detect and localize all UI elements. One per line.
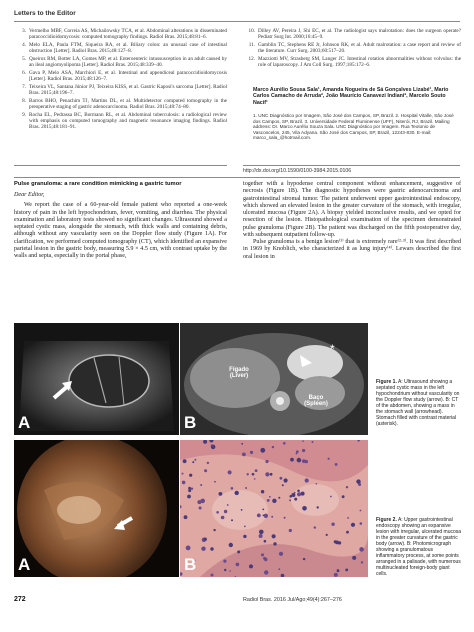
cell-nucleus: [330, 496, 332, 498]
cell-nucleus: [352, 556, 356, 560]
figure-1a-ultrasound: [14, 323, 179, 435]
cell-nucleus: [265, 460, 268, 463]
cell-nucleus: [200, 484, 202, 486]
cell-nucleus: [270, 473, 273, 476]
cell-nucleus: [182, 473, 184, 475]
cell-nucleus: [186, 546, 191, 551]
cell-nucleus: [242, 453, 246, 457]
cell-nucleus: [296, 453, 298, 455]
cell-nucleus: [289, 529, 292, 532]
cell-nucleus: [235, 491, 239, 495]
reference-number: 4.: [22, 42, 26, 48]
left-divider: [14, 165, 227, 166]
cell-nucleus: [328, 458, 330, 460]
reference-text: Vermelho MBF, Correia AS, Michailowsky TCA, et al. Abdominal alterations in disseminated paracoccidioidomycosis: computed tomography findings. Radiol Bras. 2015;48:81–6.: [29, 28, 227, 41]
cell-nucleus: [346, 486, 348, 488]
cell-nucleus: [359, 547, 364, 552]
cell-nucleus: [227, 504, 229, 506]
cell-nucleus: [301, 492, 305, 496]
cell-nucleus: [221, 516, 225, 520]
cell-nucleus: [342, 495, 345, 498]
author-list: Marco Aurélio Sousa Sala¹, Amanda Nogueira de Sá Gonçalves Lizabé¹, Mario Carlos Camacho de Arruda², João Maurício Canavezi Indiani², Marcelo Souto Nacif¹: [253, 87, 449, 106]
cell-nucleus: [316, 483, 318, 485]
cell-nucleus: [229, 543, 233, 547]
reference-number: 5.: [22, 56, 26, 62]
cell-nucleus: [264, 570, 268, 574]
reference-number: 8.: [22, 98, 26, 104]
cell-nucleus: [194, 459, 196, 461]
cell-nucleus: [360, 522, 363, 525]
cell-nucleus: [267, 499, 270, 502]
cell-nucleus: [197, 500, 201, 504]
salutation: Dear Editor,: [14, 192, 45, 198]
cell-nucleus: [302, 506, 307, 511]
reference-number: 12.: [248, 56, 255, 62]
cell-nucleus: [312, 441, 314, 443]
cell-nucleus: [284, 478, 288, 482]
cell-nucleus: [361, 561, 363, 563]
figure-1a-letter: A: [18, 413, 31, 432]
article-title: Pulse granuloma: a rare condition mimicking a gastric tumor: [14, 181, 182, 187]
reference-number: 7.: [22, 84, 26, 90]
cell-nucleus: [184, 515, 188, 519]
cell-nucleus: [265, 472, 269, 476]
figure-2a-endoscopy: [14, 440, 179, 577]
reference-text: Queiroz RM, Botter LA, Gomes MP, et al. Enteroenteric intussusception in an adult caused by an ileal angiomyolipoma [Letter]. Radiol Bras. 2015;48:339–40.: [29, 56, 227, 69]
cell-nucleus: [224, 569, 226, 571]
reference-item: [14, 84, 227, 96]
cell-nucleus: [204, 469, 207, 472]
reference-item: [243, 28, 461, 40]
figure-2-caption-text: A: Upper gastrointestinal endoscopy showing an expansive lesion with irregular, ulcerated mucosa in the greater curvature of the gastric body (arrow). B: Photomicrograph showing a granulomatous inflammatory process, at some points arranged in a palisade, with numerous multinucleated foreign-body giant cells.: [376, 517, 462, 577]
cell-nucleus: [189, 474, 192, 477]
cell-nucleus: [214, 481, 216, 483]
cell-nucleus: [297, 490, 300, 493]
cell-nucleus: [331, 523, 334, 526]
figure-1b-letter: B: [184, 413, 197, 432]
cell-nucleus: [247, 473, 249, 475]
reference-item: [243, 56, 461, 68]
cell-nucleus: [337, 569, 340, 572]
section-header: Letters to the Editor: [14, 10, 76, 17]
cell-nucleus: [254, 478, 256, 480]
cell-nucleus: [228, 470, 232, 474]
reference-item: [14, 56, 227, 68]
cell-nucleus: [272, 534, 276, 538]
cell-nucleus: [291, 493, 295, 497]
cell-nucleus: [284, 517, 286, 519]
figure-1-caption-label: Figure 1.: [376, 379, 397, 385]
header-rule: [14, 21, 460, 22]
reference-text: Mazziotti MV, Strasberg SM, Langer JC. Intestinal rotation abnormalities without volvulus: the role of laparoscopy. J Am Coll Surg. 1997;185:172–6.: [258, 56, 461, 69]
reference-number: 10.: [248, 28, 255, 34]
reference-number: 9.: [22, 112, 26, 118]
liver-label: Fígado (Liver): [229, 367, 249, 379]
cell-nucleus: [237, 550, 240, 553]
cell-nucleus: [191, 488, 193, 490]
figure-2a-letter: A: [18, 555, 31, 574]
cell-nucleus: [249, 564, 253, 568]
cell-nucleus: [187, 495, 191, 499]
reference-text: Teixeira VL, Santana Júnior PJ, Teixeira KISS, et al. Gastric Kaposi's sarcoma [Letter]. Radiol Bras. 2015;48:196–7.: [29, 84, 227, 97]
cell-nucleus: [305, 478, 309, 482]
reference-text: Rocha EL, Pedrassa BC, Bormann RL, et al. Abdominal tuberculosis: a radiological review with emphasis on computed tomography and magnetic resonance imaging findings. Radiol Bras. 2015;48:181–91.: [29, 112, 227, 131]
reference-text: Gamblin TC, Stephens RE Jr, Johnson RK, et al. Adult malrotation: a case report and review of the literature. Curr Surg. 2003;60:517–20.: [258, 42, 461, 55]
cell-nucleus: [360, 510, 362, 512]
cell-nucleus: [264, 540, 267, 543]
references-right: [243, 28, 461, 70]
reference-item: [14, 112, 227, 131]
svg-text:*: *: [330, 342, 335, 356]
paragraph-2: Pulse granuloma is a benign lesion⁽¹⁾ that is extremely rare⁽²·³⁾. It was first described in 1969 by Knoblich, who characterized it as lung injury⁽⁴⁾. Lewars described the first oral lesion in: [243, 239, 461, 260]
cell-nucleus: [269, 496, 271, 498]
cell-nucleus: [199, 507, 202, 510]
reference-text: Barros BHO, Penachim TJ, Martins DL, et al. Multidetector computed tomography in the preoperative staging of gastric adenocarcinoma. Radiol Bras. 2015;48:74–80.: [29, 98, 227, 111]
cell-nucleus: [280, 477, 283, 480]
cell-nucleus: [183, 459, 187, 463]
cell-nucleus: [278, 568, 280, 570]
figure-1-caption: [376, 379, 462, 427]
cell-nucleus: [303, 558, 305, 560]
cell-nucleus: [231, 519, 233, 521]
author-affiliations: 1. UNC Diagnóstico por Imagem, São José dos Campos, SP, Brazil. 2. Hospital Vitalle, São José dos Campos, SP, Brazil. 3. Universidade Federal Fluminense (UFF), Niterói, RJ, Brazil. Mailing address: Dr. Marco Aurélio Souza Sala. UNC Diagnóstico por Imagem. Rua Teotonio de Vasconcelos, 245, Vila Adyana. São José dos Campos, SP, Brazil, 12243-830. E-mail: marco_sala_@hotmail.com.: [253, 113, 454, 141]
cell-nucleus: [317, 506, 319, 508]
cell-nucleus: [224, 510, 227, 513]
cell-nucleus: [250, 451, 253, 454]
cell-nucleus: [271, 516, 273, 518]
cell-nucleus: [272, 446, 274, 448]
cell-nucleus: [182, 481, 186, 485]
cell-nucleus: [245, 487, 247, 489]
reference-item: [243, 42, 461, 54]
figure-1-caption-text: A: Ultrasound showing a septated cystic mass in the left hypochondrium without vascularity on the Doppler flow study (arrow). B: CT of the abdomen, showing a mass in the stomach wall (arrowhead). Stomach filled with contrast material (asterisk).: [376, 379, 460, 427]
cell-nucleus: [345, 569, 348, 572]
cell-nucleus: [289, 500, 291, 502]
cell-nucleus: [241, 443, 243, 445]
journal-citation: Radiol Bras. 2016 Jul/Ago;49(4):267–276: [243, 597, 342, 603]
cell-nucleus: [335, 463, 338, 466]
cell-nucleus: [346, 531, 349, 534]
cell-nucleus: [241, 509, 243, 511]
cell-nucleus: [244, 526, 246, 528]
cell-nucleus: [211, 574, 214, 577]
cell-nucleus: [236, 563, 240, 567]
cell-nucleus: [192, 461, 194, 463]
body-column-right: [243, 181, 461, 261]
cell-nucleus: [260, 448, 265, 453]
cell-nucleus: [211, 444, 213, 446]
reference-item: [14, 98, 227, 110]
cell-nucleus: [261, 553, 264, 556]
cell-nucleus: [335, 541, 339, 545]
figure-2b-letter: B: [184, 555, 197, 574]
cell-nucleus: [302, 459, 306, 463]
cell-nucleus: [207, 462, 209, 464]
cell-nucleus: [223, 560, 226, 563]
references-left: [14, 28, 227, 132]
cell-nucleus: [188, 487, 191, 490]
cell-nucleus: [262, 509, 264, 511]
cell-nucleus: [290, 458, 294, 462]
cell-nucleus: [264, 514, 268, 518]
cell-nucleus: [314, 526, 316, 528]
cell-nucleus: [297, 492, 301, 496]
cell-nucleus: [326, 534, 328, 536]
figure-2-caption: [376, 517, 462, 577]
cell-nucleus: [219, 492, 223, 496]
reference-number: 6.: [22, 70, 26, 76]
reference-text: Melo ELA, Paula FTM, Siqueira RA, et al. Biliary colon: an unusual case of intestinal obstruction [Letter]. Radiol Bras. 2015;48:127–8.: [29, 42, 227, 55]
cell-nucleus: [273, 542, 276, 545]
body-column-left: [14, 192, 227, 260]
cell-nucleus: [282, 484, 284, 486]
cell-nucleus: [356, 479, 360, 483]
cell-nucleus: [279, 552, 283, 556]
cell-nucleus: [272, 499, 276, 503]
reference-number: 11.: [248, 42, 255, 48]
spleen-label: Baço (Spleen): [304, 395, 328, 407]
cell-nucleus: [243, 535, 246, 538]
cell-nucleus: [302, 440, 304, 442]
figure-1b-ct: [180, 323, 368, 435]
cell-nucleus: [297, 458, 302, 463]
cell-nucleus: [252, 473, 255, 476]
cell-nucleus: [347, 517, 349, 519]
reference-text: Dilley AV, Pereira J, Shi EC, et al. The radiologist says malrotation: does the surgeon operate? Pediatr Surg Int. 2000;16:45–9.: [258, 28, 461, 41]
cell-nucleus: [204, 538, 207, 541]
figure-2-caption-label: Figure 2.: [376, 517, 397, 523]
paragraph-1: We report the case of a 60-year-old female patient who reported a one-week history of pain in the left hypochondrium, fever, vomiting, and diarrhea. The physical examination and laboratory tests showed no significant changes. Ultrasound showed a septated cystic mass, alongside the stomach, with thick walls and containing debris, although without any vascularity seen on the Doppler flow study (Figure 1A). For clarification, we performed computed tomography (CT), which identified an expansive parietal lesion in the gastric body, measuring 5.9 × 4.5 cm, with contrast uptake by the walls and septa, especially in the portal phase,: [14, 202, 227, 259]
cell-nucleus: [255, 469, 258, 472]
cell-nucleus: [259, 534, 263, 538]
cell-nucleus: [334, 573, 338, 577]
cell-nucleus: [283, 442, 286, 445]
cell-nucleus: [294, 492, 296, 494]
cell-nucleus: [259, 530, 264, 535]
cell-nucleus: [351, 523, 355, 527]
cell-nucleus: [216, 511, 219, 514]
cell-nucleus: [294, 498, 297, 501]
paragraph-1-continued: together with a hypodense central component without enhancement, suggestive of necrosis (Figure 1B). The diagnostic hypotheses were gastric adenocarcinoma and gastrointestinal stromal tumor. The patient underwent upper gastrointestinal endoscopy, which showed an elevated lesion in the greater curvature of the stomach, with irregular, ulcerated mucosa (Figure 2A). A biopsy yielded inconclusive results, and we opted for resection of the lesion. Histopathological examination of the specimen demonstrated pulse granuloma (Figure 2B). The patient was discharged on the fifth postoperative day, with subsequent outpatient follow-up.: [243, 181, 461, 238]
cell-nucleus: [257, 514, 261, 518]
doi-rule: [14, 177, 460, 178]
reference-text: Gava P, Melo ASA, Marchiori E, et al. Intestinal and appendiceal paracoccidioidomycosis [Letter]. Radiol Bras. 2015;48:126–7.: [29, 70, 227, 83]
right-divider: [243, 165, 460, 166]
doi-link[interactable]: http://dx.doi.org/10.1590/0100-3984.2015.0106: [243, 168, 352, 174]
cell-nucleus: [213, 529, 215, 531]
reference-item: [14, 70, 227, 82]
reference-item: [14, 42, 227, 54]
cell-nucleus: [210, 547, 213, 550]
page-number: 272: [14, 596, 26, 603]
cell-nucleus: [201, 547, 205, 551]
cell-nucleus: [278, 497, 280, 499]
cell-nucleus: [302, 449, 305, 452]
cell-nucleus: [229, 570, 231, 572]
reference-item: [14, 28, 227, 40]
reference-number: 3.: [22, 28, 26, 34]
figure-2b-histology: [180, 440, 368, 577]
cell-nucleus: [263, 557, 266, 560]
cell-nucleus: [261, 490, 264, 493]
cell-nucleus: [263, 515, 265, 517]
cell-nucleus: [231, 487, 234, 490]
